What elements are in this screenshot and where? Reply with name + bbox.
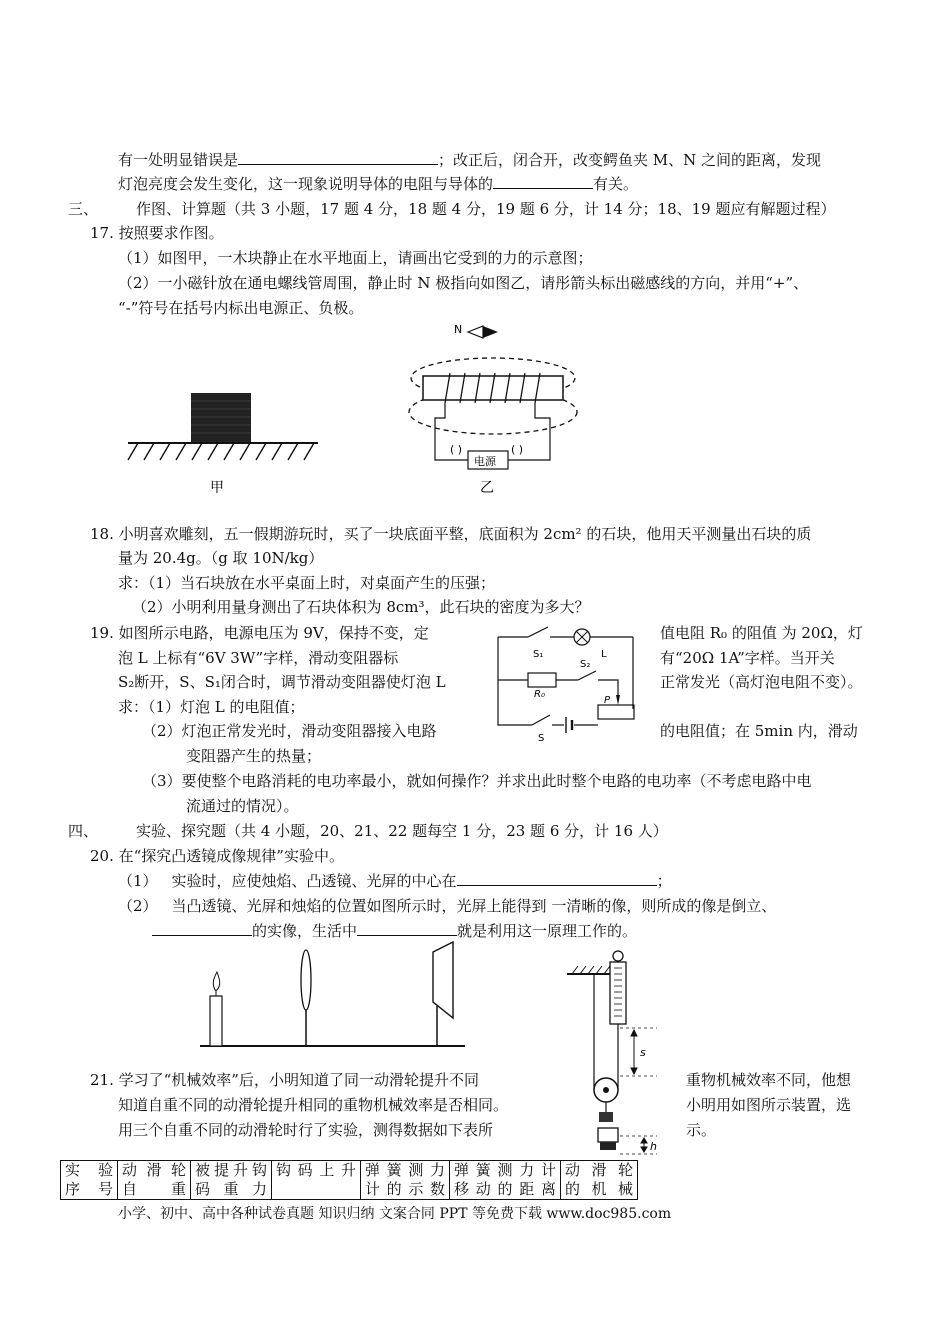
guide-lines bbox=[620, 1028, 657, 1154]
wooden-block bbox=[191, 393, 251, 443]
q19-line-3-left: S₂断开，S、S₁闭合时，调节滑动变阻器使灯泡 L bbox=[118, 673, 446, 691]
section-4-heading: 四、 实验、探究题（共 4 小题，20、21、22 题每空 1 分，23 题 6 分，计 16 人） bbox=[68, 822, 668, 840]
q19-line-7: （3）要使整个电路消耗的电功率最小，就如何操作？并求出此时整个电路的电功率（不考虑电路中电 bbox=[142, 772, 812, 790]
table-header-cell: 钩码上升 bbox=[272, 1161, 361, 1200]
slider-arrow[interactable] bbox=[616, 695, 620, 705]
q19-line-3-right: 正常发光（高灯泡电阻不变）。 bbox=[660, 673, 863, 691]
label-s: S bbox=[538, 733, 545, 744]
q20-part-1: （1） 实验时，应使烛焰、凸透镜、光屏的中心在 ； bbox=[118, 872, 672, 890]
ground-hatch bbox=[128, 443, 314, 460]
battery bbox=[566, 717, 572, 733]
label-h: h bbox=[650, 1140, 657, 1153]
hook-weight bbox=[598, 1128, 618, 1142]
label-r0: R₀ bbox=[534, 689, 545, 700]
figure-optical-bench bbox=[195, 940, 475, 1055]
label-s2: S₂ bbox=[580, 659, 591, 670]
table-header-cell: 实验 序号 bbox=[61, 1161, 118, 1200]
q17-part-2-b: “-”符号在括号内标出电源正、负极。 bbox=[118, 299, 364, 317]
table-header-cell: 动滑轮 自 重 bbox=[118, 1161, 191, 1200]
answer-blank[interactable] bbox=[357, 921, 457, 936]
section-3-heading: 三、 作图、计算题（共 3 小题，17 题 4 分，18 题 4 分，19 题 6 分，计 14 分；18、19 题应有解题过程） bbox=[68, 200, 836, 218]
table-header-cell: 动 滑 轮 的 机 械 bbox=[561, 1161, 638, 1200]
q19-line-1-right: 值电阻 R₀ 的阻值 为 20Ω，灯 bbox=[660, 624, 863, 642]
q18-line-3: 求：（1）当石块放在水平桌面上时，对桌面产生的压强； bbox=[118, 574, 496, 592]
light-screen bbox=[433, 942, 453, 1046]
polarity-bracket-right[interactable]: ( ) bbox=[511, 443, 524, 456]
compass-needle bbox=[468, 326, 498, 338]
figure-pulley bbox=[562, 950, 682, 1160]
table-header-cell: 弹簧测力 计的示数 bbox=[361, 1161, 450, 1200]
ceiling-hatch bbox=[572, 966, 610, 974]
q17-part-2-a: （2）一小磁针放在通电螺线管周围，静止时 N 极指向如图乙，请彤箭头标出磁感线的方向，并用“+”、 bbox=[118, 274, 809, 292]
q20-stem: 20. 在“探究凸透镜成像规律”实验中。 bbox=[90, 847, 344, 865]
figure-block-on-ground bbox=[118, 318, 328, 498]
switch-s1[interactable] bbox=[528, 627, 548, 637]
dimension-h bbox=[641, 1138, 647, 1152]
figure-label-b: 乙 bbox=[480, 480, 494, 496]
q21-line-3-left: 用三个自重不同的动滑轮时行了实验，测得数据如下表所 bbox=[118, 1121, 494, 1139]
label-p: P bbox=[604, 695, 611, 706]
q21-line-1-left: 21. 学习了“机械效率”后，小明知道了同一动滑轮提升不同 bbox=[90, 1071, 479, 1089]
q19-line-5-left: （2）灯泡正常发光时，滑动变阻器接入电路 bbox=[142, 722, 437, 740]
q19-line-6: 变阻器产生的热量； bbox=[186, 747, 322, 765]
q21-data-table bbox=[60, 1160, 638, 1200]
q21-line-1-right: 重物机械效率不同，他想 bbox=[686, 1071, 852, 1089]
movable-pulley bbox=[594, 1078, 618, 1112]
q19-line-2-left: 泡 L 上标有“6V 3W”字样，滑动变阻器标 bbox=[118, 649, 399, 667]
page-footer: 小学、初中、高中各种试卷真题 知识归纳 文案合同 PPT 等免费下载 www.doc985.com bbox=[118, 1206, 672, 1222]
q17-stem: 17. 按照要求作图。 bbox=[90, 224, 224, 242]
lamp-l bbox=[574, 629, 590, 645]
q18-line-2: 量为 20.4g。（g 取 10N/kg） bbox=[118, 549, 324, 567]
convex-lens bbox=[301, 950, 311, 1046]
answer-blank[interactable] bbox=[152, 921, 252, 936]
q17-part-1: （1）如图甲，一木块静止在水平地面上，请画出它受到的力的示意图； bbox=[118, 249, 593, 267]
q18-line-1: 18. 小明喜欢雕刻，五一假期游玩时，买了一块底面平整，底面积为 2cm² 的石块，他用天平测量出石块的质 bbox=[90, 525, 812, 543]
table-header-cell: 弹簧测力计 移动的距离 bbox=[450, 1161, 561, 1200]
q20-part-2-cont: 的实像，生活中 就是利用这一原理工作的。 bbox=[152, 921, 637, 941]
spring-scale bbox=[610, 951, 626, 1034]
figure-solenoid bbox=[400, 320, 600, 495]
candle bbox=[210, 972, 222, 1046]
answer-blank[interactable] bbox=[238, 150, 438, 165]
rheostat bbox=[598, 705, 634, 719]
q18-line-4: （2）小明利用量身测出了石块体积为 8cm³，此石块的密度为多大？ bbox=[132, 598, 590, 616]
q19-line-4: 求：（1）灯泡 L 的电阻值； bbox=[118, 698, 305, 716]
label-l: L bbox=[601, 649, 607, 660]
table-header-row bbox=[61, 1161, 638, 1200]
q19-line-8: 流通过的情况）。 bbox=[186, 797, 299, 815]
polarity-bracket-left[interactable]: ( ) bbox=[450, 443, 463, 456]
wire-left-rail bbox=[498, 637, 532, 725]
switch-s[interactable] bbox=[532, 715, 550, 725]
answer-blank[interactable] bbox=[457, 871, 657, 886]
q21-line-3-right: 示。 bbox=[686, 1121, 717, 1139]
q21-line-2-right: 小明用如图所示装置，选 bbox=[686, 1096, 852, 1114]
power-source-label: 电源 bbox=[474, 455, 496, 468]
q16-line-1: 有一处明显错误是 ；改正后，闭合开，改变鳄鱼夹 M、N 之间的距离，发现 bbox=[118, 151, 822, 169]
figure-label-a: 甲 bbox=[210, 480, 224, 496]
q19-line-2-right: 有“20Ω 1A”字样。当开关 bbox=[660, 649, 835, 667]
weight-base bbox=[600, 1142, 616, 1150]
table-header-cell: 被提升钩 码 重 力 bbox=[191, 1161, 272, 1200]
answer-blank[interactable] bbox=[493, 174, 593, 189]
q20-part-2: （2） 当凸透镜、光屏和烛焰的位置如图所示时，光屏上能得到 一清晰的像，则所成的像是倒立、 bbox=[118, 897, 777, 915]
resistor-r0 bbox=[528, 673, 556, 687]
switch-s2[interactable] bbox=[578, 671, 596, 680]
q19-line-1-left: 19. 如图所示电路，电源电压为 9V，保持不变，定 bbox=[90, 624, 429, 642]
north-pole-label: N bbox=[454, 323, 463, 336]
weight-hook bbox=[599, 1112, 613, 1122]
dimension-s bbox=[631, 1030, 637, 1074]
figure-circuit bbox=[488, 617, 650, 743]
label-s: s bbox=[640, 1046, 646, 1059]
q19-line-5-right: 的电阻值；在 5min 内，滑动 bbox=[660, 722, 858, 740]
label-s1: S₁ bbox=[533, 649, 544, 660]
q21-line-2-left: 知道自重不同的动滑轮提升相同的重物机械效率是否相同。 bbox=[118, 1096, 509, 1114]
q16-line-2: 灯泡亮度会发生变化，这一现象说明导体的电阻与导体的 有关。 bbox=[118, 175, 639, 193]
